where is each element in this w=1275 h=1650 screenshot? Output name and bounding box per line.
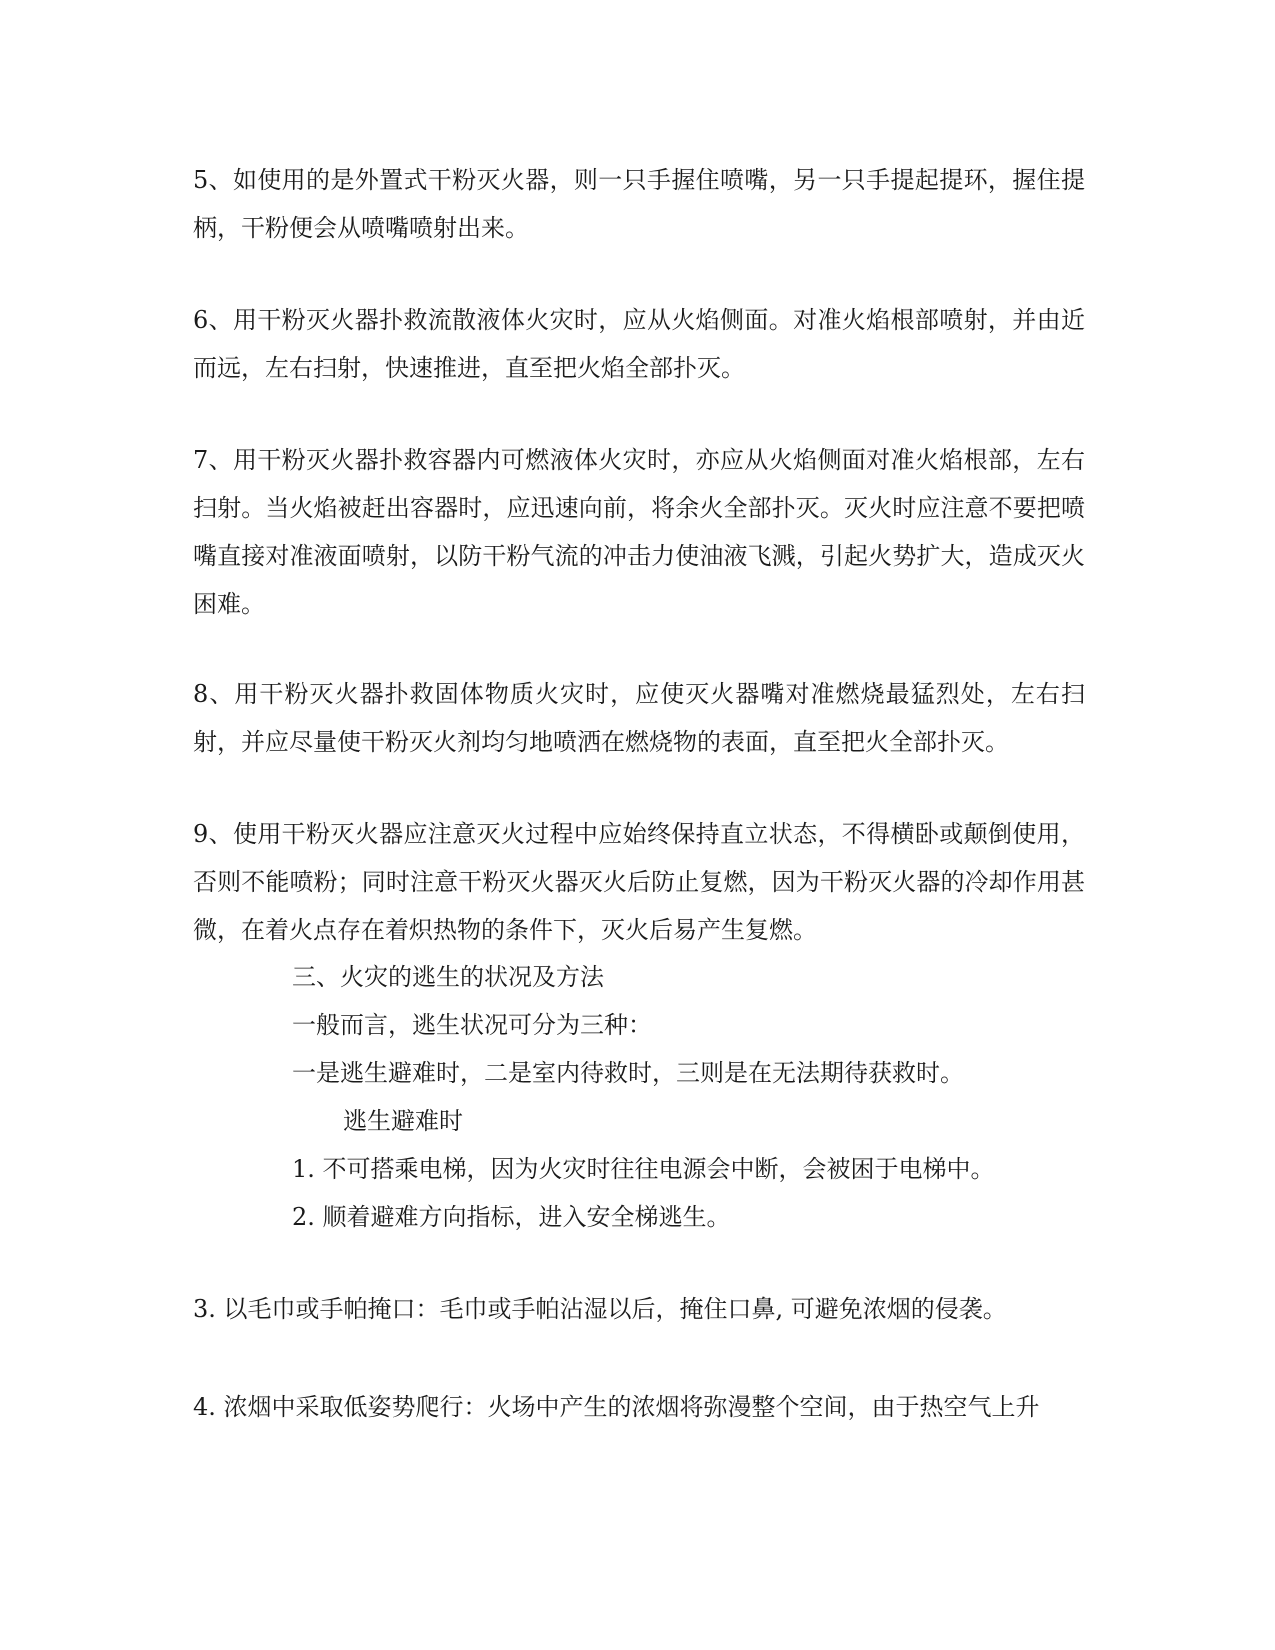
paragraph-6: 6、用干粉灭火器扑救流散液体火灾时，应从火焰侧面。对准火焰根部喷射，并由近而远，左右扫射，快速推进，直至把火焰全部扑灭。 [193, 306, 1085, 382]
paragraph-5: 5、如使用的是外置式干粉灭火器，则一只手握住喷嘴，另一只手提起提环，握住提柄，干粉便会从喷嘴喷射出来。 [193, 166, 1085, 242]
paragraph-7: 7、用干粉灭火器扑救容器内可燃液体火灾时，亦应从火焰侧面对准火焰根部，左右扫射。当火焰被赶出容器时，应迅速向前，将余火全部扑灭。灭火时应注意不要把喷嘴直接对准液面喷射，以防干粉气流的冲击力使油液飞溅，引起火势扩大，造成灭火困难。 [193, 446, 1085, 618]
section-intro: 一般而言，逃生状况可分为三种： [292, 1011, 652, 1039]
list-item-2: 2. 顺着避难方向指标，进入安全梯逃生。 [292, 1203, 731, 1231]
section-heading: 三、火灾的逃生的状况及方法 [292, 963, 604, 991]
list-item-1: 1. 不可搭乘电梯，因为火灾时往往电源会中断，会被困于电梯中。 [292, 1155, 995, 1183]
paragraph-8: 8、用干粉灭火器扑救固体物质火灾时，应使灭火器嘴对准燃烧最猛烈处，左右扫射，并应尽量使干粉灭火剂均匀地喷洒在燃烧物的表面，直至把火全部扑灭。 [193, 680, 1085, 756]
escape-types: 一是逃生避难时，二是室内待救时，三则是在无法期待获救时。 [292, 1059, 964, 1087]
list-item-3: 3. 以毛巾或手帕掩口：毛巾或手帕沾湿以后，掩住口鼻, 可避免浓烟的侵袭。 [193, 1295, 1007, 1323]
list-item-4: 4. 浓烟中采取低姿势爬行：火场中产生的浓烟将弥漫整个空间，由于热空气上升 [193, 1393, 1040, 1421]
subheading-evacuation: 逃生避难时 [343, 1107, 463, 1135]
paragraph-9: 9、使用干粉灭火器应注意灭火过程中应始终保持直立状态，不得横卧或颠倒使用，否则不能喷粉；同时注意干粉灭火器灭火后防止复燃，因为干粉灭火器的冷却作用甚微，在着火点存在着炽热物的条件下，灭火后易产生复燃。 [193, 820, 1085, 944]
